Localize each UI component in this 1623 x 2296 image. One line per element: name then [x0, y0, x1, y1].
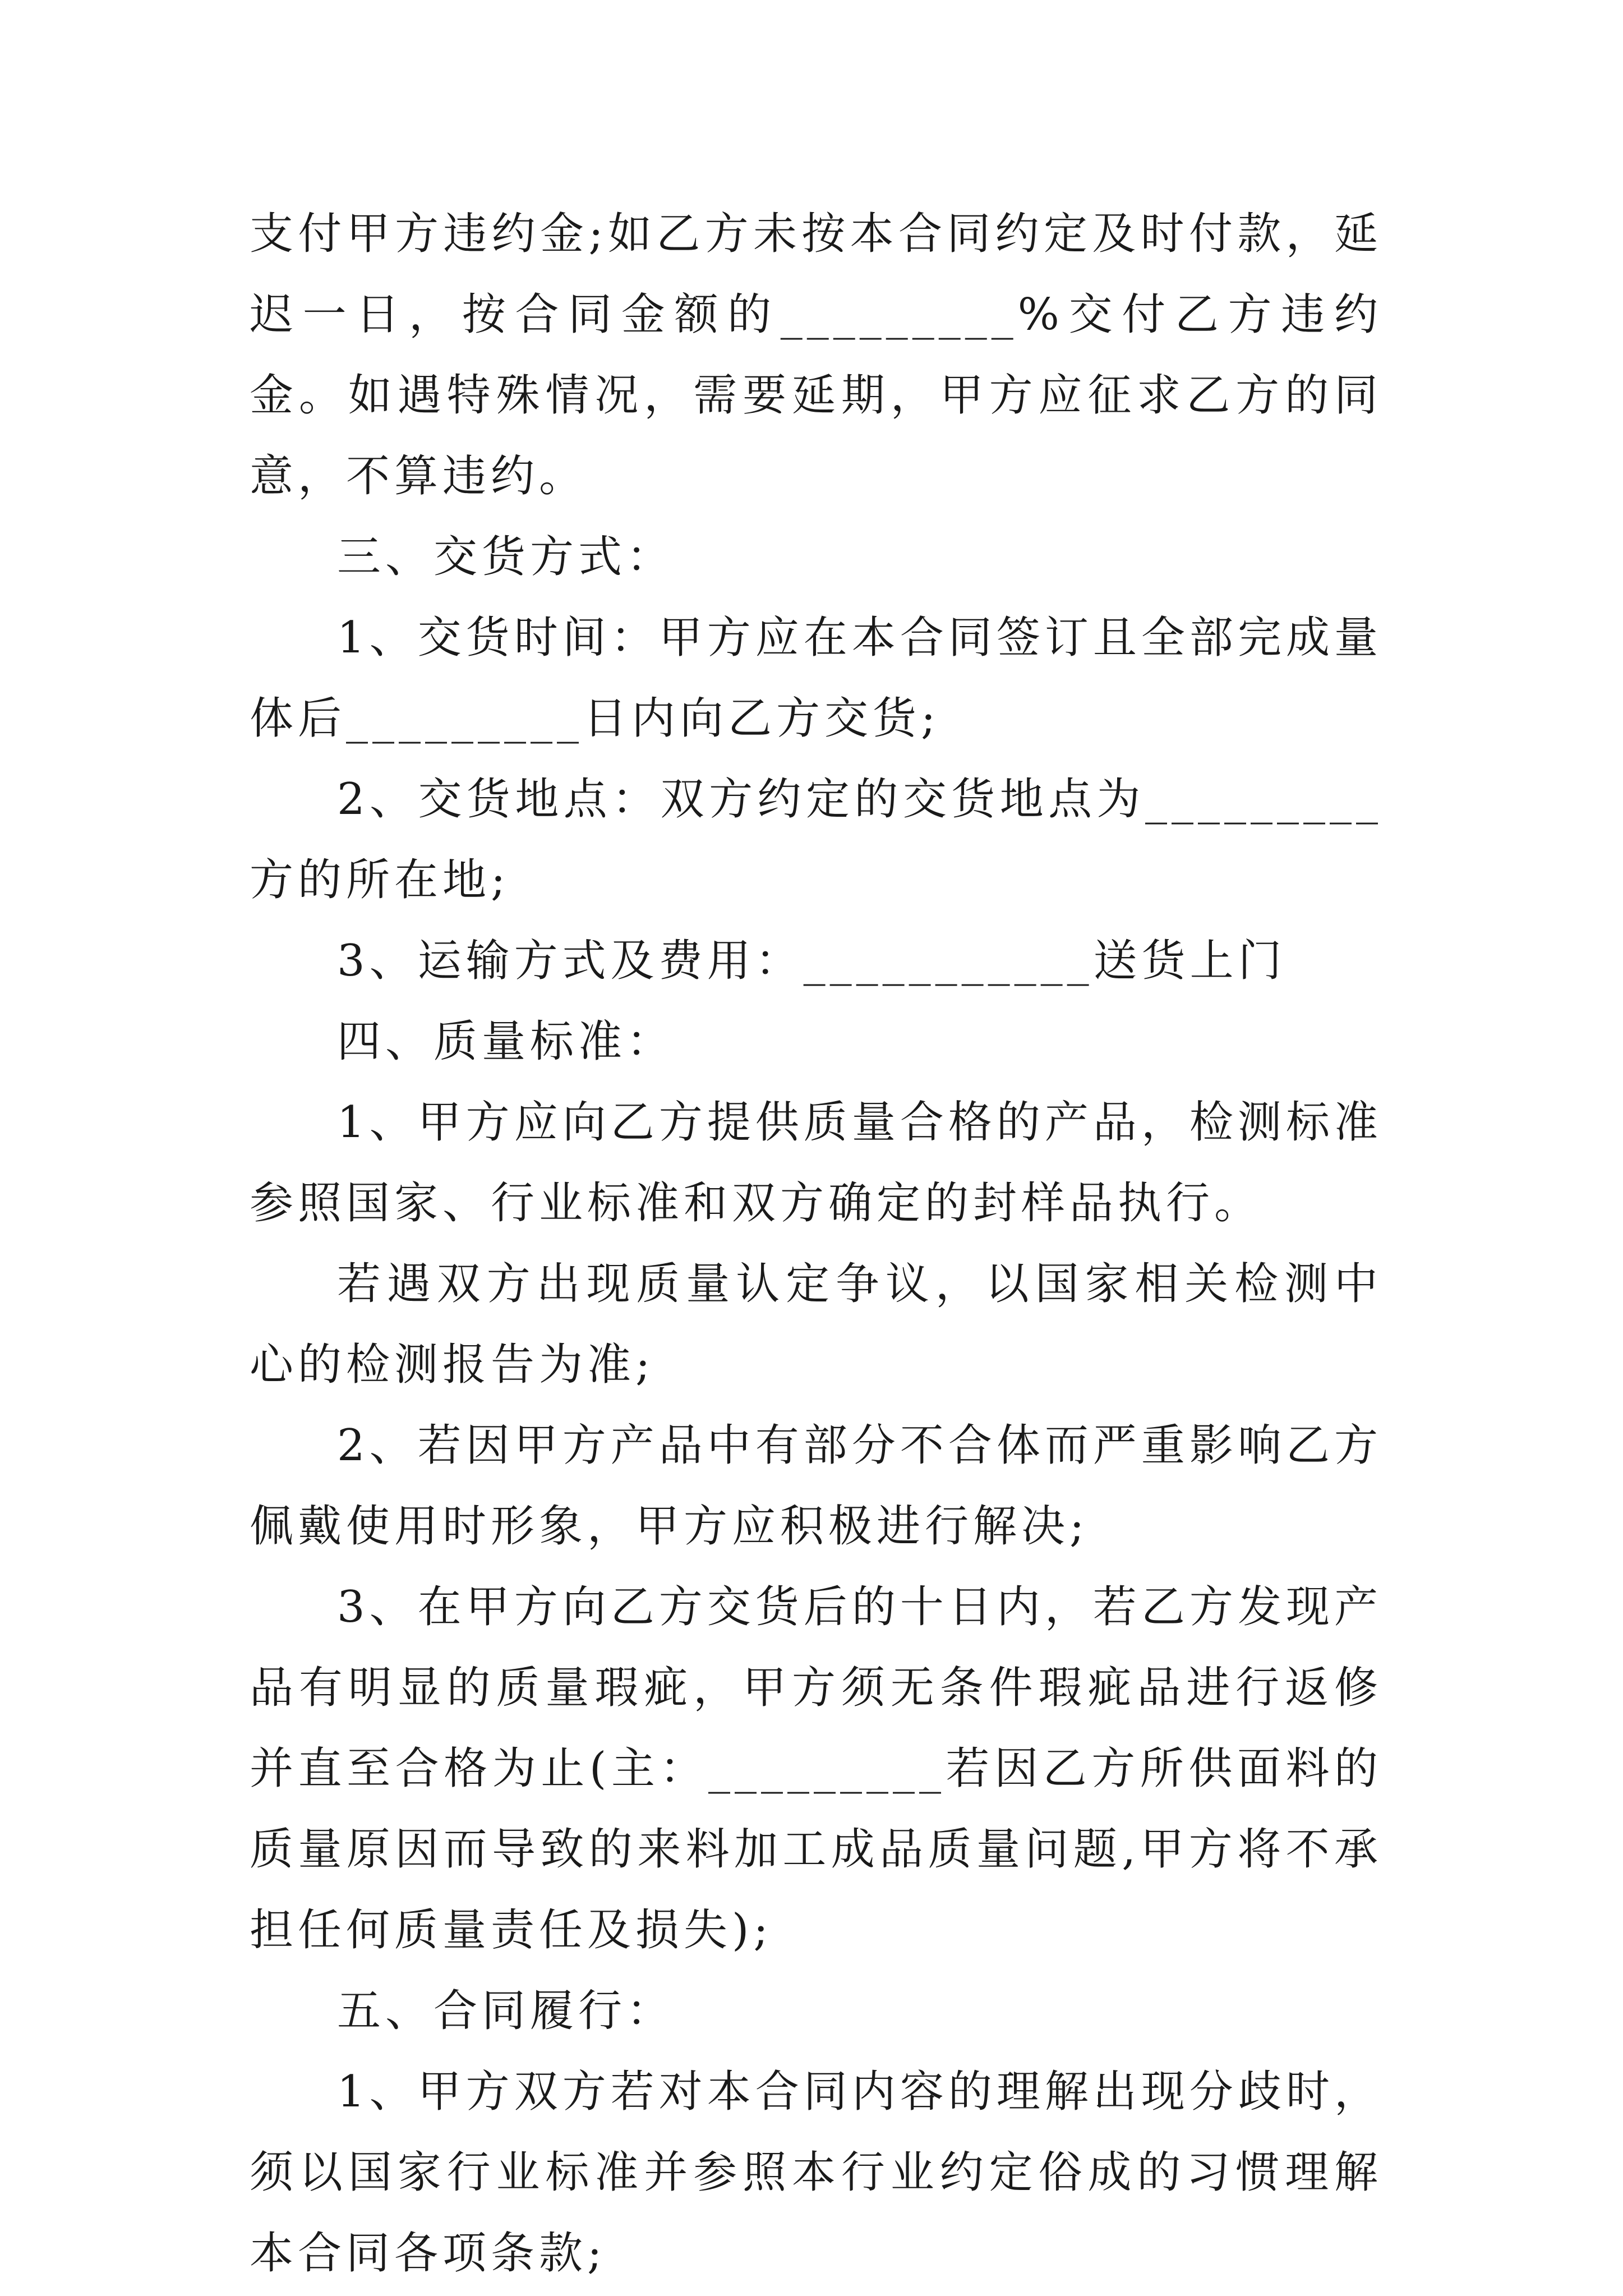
heading-quality-standard: 四、质量标准：	[337, 1016, 675, 1067]
heading-contract-performance: 五、合同履行：	[337, 1986, 675, 2036]
contract-body	[250, 194, 1382, 2294]
paragraph-quality-1: 1、甲方应向乙方提供质量合格的产品，检测标准参照国家、行业标准和双方确定的封样品执行。	[250, 1097, 1382, 1228]
heading-delivery-method: 三、交货方式：	[337, 532, 675, 582]
paragraph-quality-3: 3、在甲方向乙方交货后的十日内，若乙方发现产品有明显的质量瑕疵，甲方须无条件瑕疵品进行返修并直至合格为止(主：_________若因乙方所供面料的质量原因而导致的来料加工成品质量问题,甲方将不承担任何质量责任及损失);	[250, 1582, 1382, 1955]
paragraph-penalty: 支付甲方违约金;如乙方未按本合同约定及时付款，延迟一日，按合同金额的_________%交付乙方违约金。如遇特殊情况，需要延期，甲方应征求乙方的同意，不算违约。	[250, 209, 1382, 501]
paragraph-performance-1: 1、甲方双方若对本合同内容的理解出现分歧时，须以国家行业标准并参照本行业约定俗成的习惯理解本合同各项条款;	[250, 2067, 1382, 2279]
paragraph-delivery-location: 2、交货地点：双方约定的交货地点为_________方的所在地;	[250, 774, 1382, 905]
paragraph-transport: 3、运输方式及费用：___________送货上门	[337, 936, 1287, 986]
paragraph-quality-dispute: 若遇双方出现质量认定争议，以国家相关检测中心的检测报告为准;	[250, 1259, 1382, 1390]
paragraph-delivery-time: 1、交货时间：甲方应在本合同签订且全部完成量体后_________日内向乙方交货;	[250, 613, 1382, 744]
paragraph-quality-2: 2、若因甲方产品中有部分不合体而严重影响乙方佩戴使用时形象，甲方应积极进行解决;	[250, 1420, 1382, 1552]
